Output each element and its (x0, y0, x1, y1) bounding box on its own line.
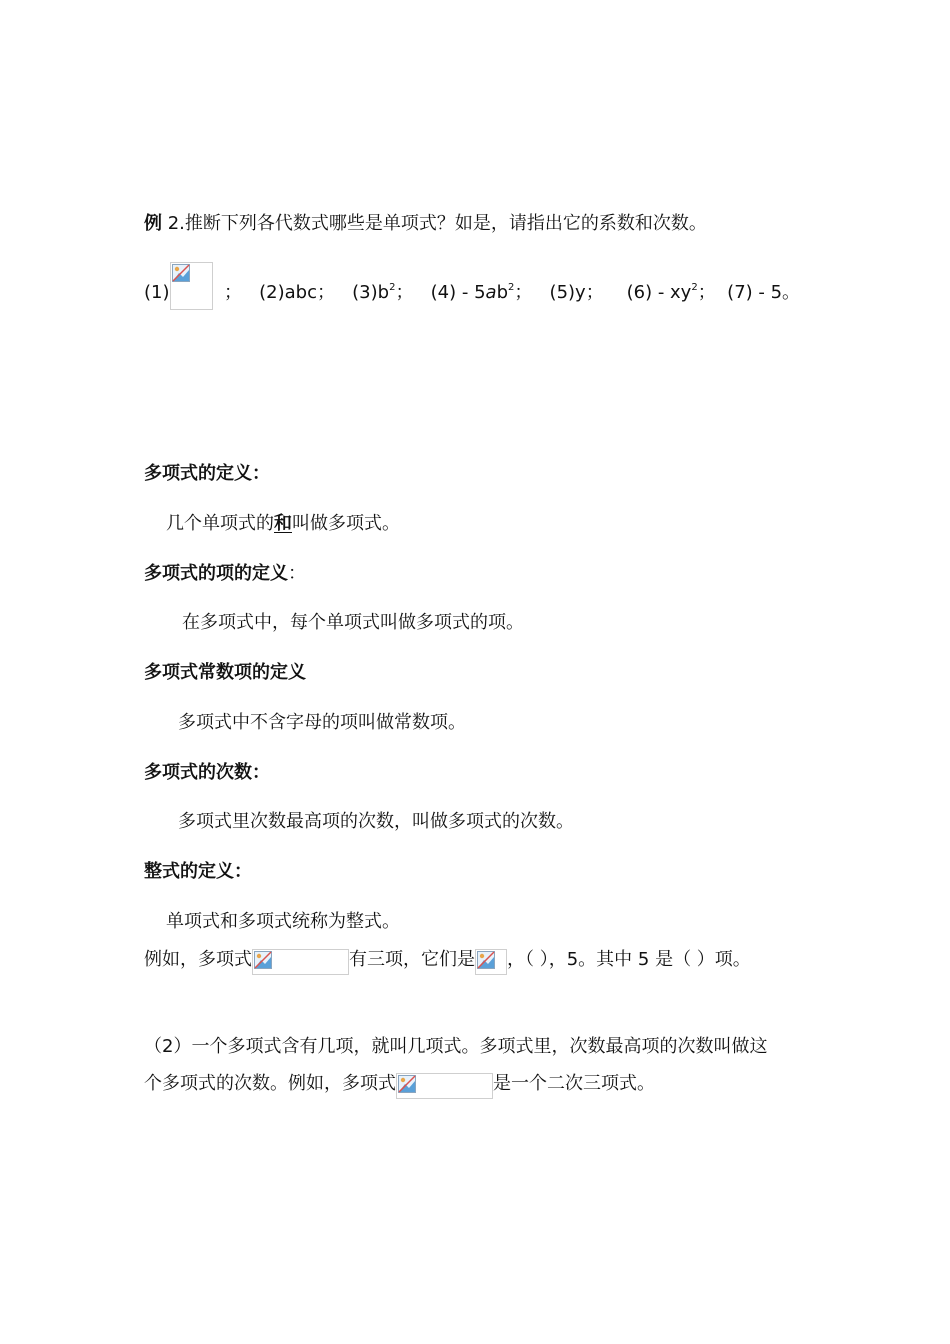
const-def-heading: 多项式常数项的定义 (144, 662, 306, 683)
item-6: $(6) - xy^2$； (626, 282, 716, 303)
example-line: 例如，多项式 有三项，它们是 ，（ ），5。其中 5 是（ ）项。 (144, 948, 751, 975)
item-4: $(4) - 5ab^2$； (430, 282, 533, 303)
para2-line2: 个多项式的次数。例如，多项式 是一个二次三项式。 (144, 1072, 655, 1099)
item-7: (7) - 5。 (727, 282, 801, 303)
broken-image-icon (477, 951, 495, 969)
example-title-text: 2.推断下列各代数式哪些是单项式？如是，请指出它的系数和次数。 (162, 213, 707, 234)
broken-image-icon (172, 264, 190, 282)
integral-body: 单项式和多项式统称为整式。 (166, 911, 400, 932)
term-def-heading: 多项式的项的定义： (144, 563, 306, 584)
poly-def-body: 几个单项式的和叫做多项式。 (166, 513, 400, 534)
item-1-end: ； (223, 282, 242, 303)
formula-image (170, 262, 213, 310)
example-label: 例 (144, 213, 162, 234)
item-1-label: (1) (144, 282, 170, 303)
poly-def-emphasis: 和 (274, 513, 292, 534)
const-def-body: 多项式中不含字母的项叫做常数项。 (178, 712, 466, 733)
term-def-body: 在多项式中，每个单项式叫做多项式的项。 (182, 612, 524, 633)
integral-heading: 整式的定义： (144, 861, 252, 882)
para2-line1: （2）一个多项式含有几项，就叫几项式。多项式里，次数最高项的次数叫做这 (144, 1036, 768, 1057)
item-2: (2)abc； (259, 282, 335, 303)
poly-def-heading: 多项式的定义： (144, 463, 270, 484)
item-5: (5)y； (549, 282, 604, 303)
broken-image-icon (254, 951, 272, 969)
formula-image (396, 1073, 493, 1099)
broken-image-icon (398, 1075, 416, 1093)
formula-image (475, 949, 507, 975)
example-2-title (144, 212, 707, 236)
example-2-items (144, 262, 800, 310)
item-3: $(3)b^2$； (352, 282, 414, 303)
formula-image (252, 949, 349, 975)
degree-body: 多项式里次数最高项的次数，叫做多项式的次数。 (178, 811, 574, 832)
degree-heading: 多项式的次数： (144, 762, 270, 783)
